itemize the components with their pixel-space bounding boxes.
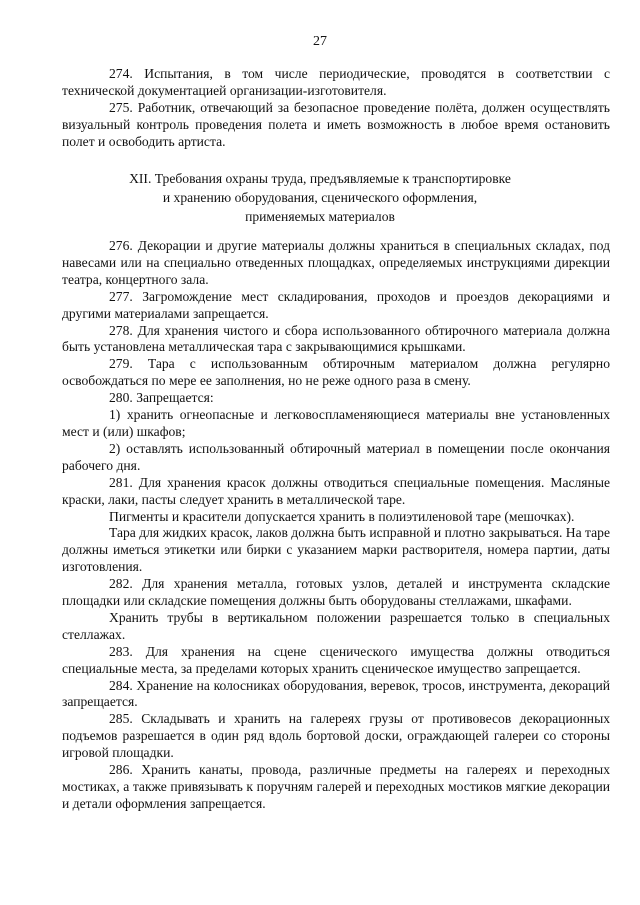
- paragraph-281: 281. Для хранения красок должны отводиться специальные помещения. Масляные краски, лаки, пасты следует хранить в металлической таре.: [62, 474, 610, 507]
- section-title-line-1: XII. Требования охраны труда, предъявляемые к транспортировке: [129, 171, 511, 186]
- paragraph-285: 285. Складывать и хранить на галереях грузы от противовесов декорационных подъемов разрешается в один ряд вдоль бортовой доски, ограждающей галереи со стороны игровой площадки.: [62, 711, 610, 761]
- paragraph-block-top: [62, 66, 610, 151]
- paragraph-280: 280. Запрещается:: [109, 390, 214, 406]
- paragraph-281-containers: Тара для жидких красок, лаков должна быть исправной и плотно закрываться. На таре должны иметься этикетки или бирки с указанием марки растворителя, номера партии, даты изготовления.: [62, 525, 610, 575]
- paragraph-284: 284. Хранение на колосниках оборудования, веревок, тросов, инструмента, декораций запрещается.: [62, 677, 610, 710]
- paragraph-275: 275. Работник, отвечающий за безопасное проведение полёта, должен осуществлять визуальный контроль проведения полета и иметь возможность в любое время остановить полет и освободить артиста.: [62, 99, 610, 149]
- paragraph-280-item-2: 2) оставлять использованный обтирочный материал в помещении после окончания рабочего дня.: [62, 440, 610, 473]
- paragraph-286: 286. Хранить канаты, провода, различные предметы на галереях и переходных мостиках, а также привязывать к поручням галерей и переходных мостиков мягкие декорации и детали оформления запрещается.: [62, 762, 610, 811]
- paragraph-block-main: [62, 238, 610, 813]
- paragraph-283: 283. Для хранения на сцене сценического имущества должны отводиться специальные места, за пределами которых хранить сценическое имущество запрещается.: [62, 643, 610, 676]
- paragraph-279: 279. Тара с использованным обтирочным материалом должна регулярно освобождаться по мере ее заполнения, но не реже одного раза в смену.: [62, 356, 610, 389]
- paragraph-274: 274. Испытания, в том числе периодические, проводятся в соответствии с технической документацией организации-изготовителя.: [62, 66, 610, 98]
- section-title: [70, 169, 570, 226]
- page-number: 27: [313, 34, 327, 49]
- paragraph-282-pipes: Хранить трубы в вертикальном положении разрешается только в специальных стеллажах.: [62, 609, 610, 642]
- paragraph-281-pigments: Пигменты и красители допускается хранить в полиэтиленовой таре (мешочках).: [109, 508, 575, 524]
- section-title-line-2: и хранению оборудования, сценического оформления,: [162, 190, 478, 205]
- paragraph-277: 277. Загромождение мест складирования, проходов и проездов декорациями и другими материалами запрещается.: [62, 288, 610, 321]
- paragraph-282: 282. Для хранения металла, готовых узлов, деталей и инструмента складские площадки или складские помещения должны быть оборудованы стеллажами, шкафами.: [62, 576, 610, 609]
- paragraph-276: 276. Декорации и другие материалы должны храниться в специальных складах, под навесами или на специально отведенных площадках, определяемых инструкциями дирекции театра, концертного зала.: [62, 238, 610, 287]
- paragraph-280-item-1: 1) хранить огнеопасные и легковоспламеняющиеся материалы вне установленных мест и (или) шкафов;: [62, 407, 610, 439]
- section-title-line-3: применяемых материалов: [245, 209, 395, 224]
- paragraph-278: 278. Для хранения чистого и сбора использованного обтирочного материала должна быть установлена металлическая тара с закрывающимися крышками.: [62, 322, 610, 355]
